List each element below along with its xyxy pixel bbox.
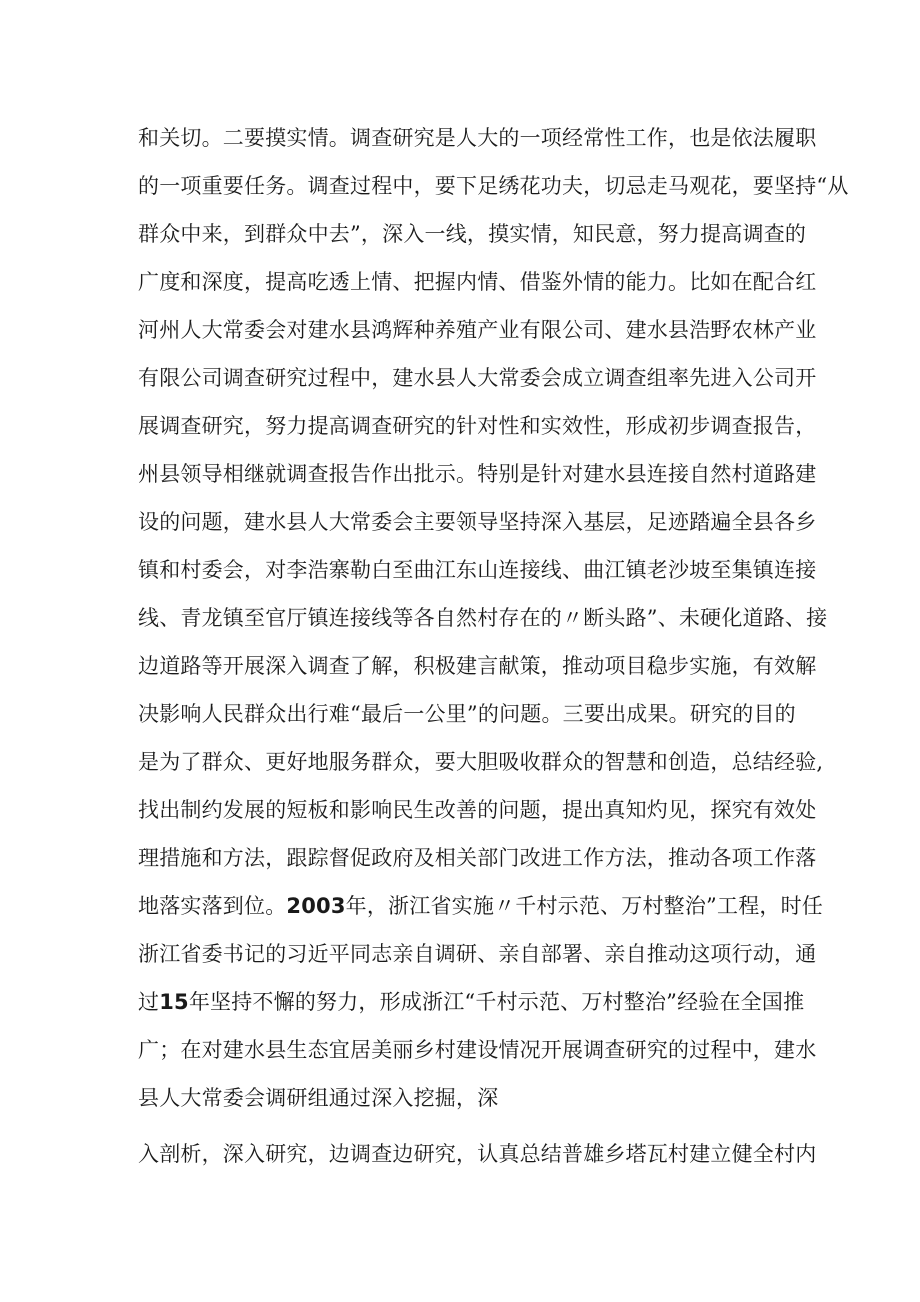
text-line xyxy=(138,988,805,1016)
text-line: 镇和村委会，对李浩寨勒白至曲江东山连接线、曲江镇老沙坡至集镇连接 xyxy=(138,558,817,582)
text-line: 州县领导相继就调查报告作出批示。特别是针对建水县连接自然村道路建 xyxy=(138,462,817,486)
text-segment: 过 xyxy=(138,990,160,1014)
text-line: 群众中来，到群众中去”，深入一线，摸实情，知民意，努力提高调查的 xyxy=(138,222,807,246)
text-line: 有限公司调查研究过程中，建水县人大常委会成立调查组率先进入公司开 xyxy=(138,366,817,390)
text-line: 广；在对建水县生态宜居美丽乡村建设情况开展调查研究的过程中，建水 xyxy=(138,1038,817,1062)
text-line: 理措施和方法，跟踪督促政府及相关部门改进工作方法，推动各项工作落 xyxy=(138,846,817,870)
text-segment: 地落实落到位。 xyxy=(138,894,287,918)
text-segment: 年坚持不懈的努力，形成浙江“千村示范、万村整治”经验在全国推 xyxy=(188,990,805,1014)
text-line: 的一项重要任务。调查过程中，要下足绣花功夫，切忌走马观花，要坚持“从 xyxy=(138,174,849,198)
text-line: 边道路等开展深入调查了解，积极建言献策，推动项目稳步实施，有效解 xyxy=(138,654,817,678)
text-line xyxy=(138,892,823,920)
text-line: 入剖析，深入研究，边调查边研究，认真总结普雄乡塔瓦村建立健全村内 xyxy=(138,1142,817,1166)
text-line: 县人大常委会调研组通过深入挖掘，深 xyxy=(138,1086,499,1110)
text-line: 设的问题，建水县人大常委会主要领导坚持深入基层，足迹踏遍全县各乡 xyxy=(138,510,817,534)
text-line: 找出制约发展的短板和影响民生改善的问题，提出真知灼见，探究有效处 xyxy=(138,798,817,822)
text-line: 浙江省委书记的习近平同志亲自调研、亲自部署、亲自推动这项行动，通 xyxy=(138,942,817,966)
text-segment: 年，浙江省实施〃千村示范、万村整治”工程，时任 xyxy=(345,894,823,918)
text-line: 河州人大常委会对建水县鸿辉种养殖产业有限公司、建水县浩野农林产业 xyxy=(138,318,817,342)
text-line: 和关切。二要摸实情。调查研究是人大的一项经常性工作，也是依法履职 xyxy=(138,126,817,150)
text-line: 广度和深度，提高吃透上情、把握内情、借鉴外情的能力。比如在配合红 xyxy=(138,270,817,294)
years-number: 15 xyxy=(159,990,189,1014)
year-number: 2003 xyxy=(286,894,346,918)
text-line: 线、青龙镇至官厅镇连接线等各自然村存在的〃断头路”、未硬化道路、接 xyxy=(138,606,828,630)
text-line: 展调查研究，努力提高调查研究的针对性和实效性，形成初步调查报告， xyxy=(138,414,817,438)
text-line: 决影响人民群众出行难“最后一公里”的问题。三要出成果。研究的目的 xyxy=(138,702,796,726)
text-line: 是为了群众、更好地服务群众，要大胆吸收群众的智慧和创造，总结经验, xyxy=(138,750,824,774)
